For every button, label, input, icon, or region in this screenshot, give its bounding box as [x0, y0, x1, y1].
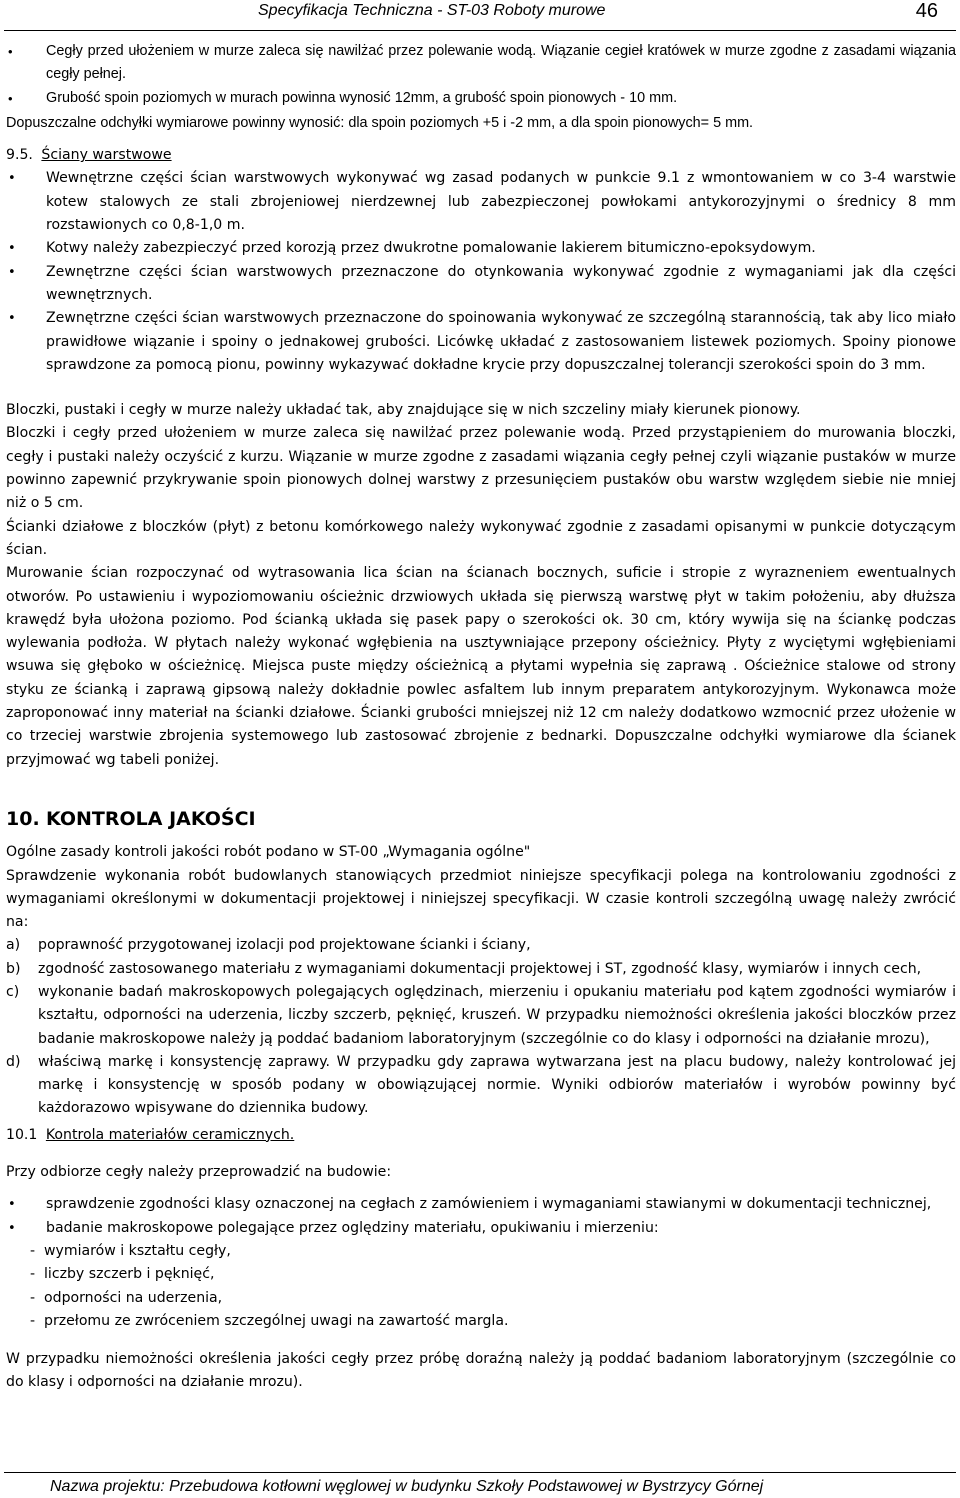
footer-project: Nazwa projektu: Przebudowa kotłowni węglowej w budynku Szkoły Podstawowej w Bystrzycy Górnej	[50, 1478, 764, 1495]
item-text: zgodność zastosowanego materiału z wymaganiami dokumentacji projektowej i ST, zgodność klasy, wymiarów i innych cech,	[38, 960, 922, 977]
ceramics-bullet: • sprawdzenie zgodności klasy oznaczonej na cegłach z zamówieniem i wymaganiami stawianymi w dokumentacji technicznej,	[6, 1193, 956, 1216]
subsection-10-1-heading	[6, 1124, 956, 1147]
section-number: 10.	[6, 807, 40, 830]
dash-item: - liczby szczerb i pęknięć,	[6, 1263, 956, 1286]
closing-paragraph: W przypadku niemożności określenia jakości cegły przez próbę doraźną należy ją poddać badaniom laboratoryjnym (szczególnie co do klasy i odporności na działanie mrozu).	[6, 1351, 956, 1391]
body-paragraph: Bloczki i cegły przed ułożeniem w murze zaleca się nawilżać przez polewanie wodą. Przed przystąpieniem do murowania bloczki, cegły i pustaki należy oczyścić z kurzu. Wiązanie w murze zgodne z zasadami wiązania cegły pełnej czyli wiązanie pustaków w murze powinno zapewnić przykrywanie spoin pionowych dolnej warstwy z przesunięciem pustaków obu warstw względem siebie nie mniej niż o 5 cm.	[6, 425, 956, 512]
walls-bullet: • Kotwy należy zabezpieczyć przed korozją przez dwukrotne pomalowanie lakierem bitumiczno-epoksydowym.	[6, 237, 956, 260]
section-lead: Sprawdzenie wykonania robót budowlanych stanowiących przedmiot niniejsze specyfikacji polega na kontrolowaniu zgodności z wymaganiami określonymi w dokumentacji projektowej i niniejszej specyfikacji. W czasie kontroli szczególną uwagę należy zwrócić na:	[6, 867, 956, 931]
dash-list	[6, 1240, 956, 1333]
body-paragraph: Bloczki, pustaki i cegły w murze należy układać tak, aby znajdujące się w nich szczeliny miały kierunek pionowy.	[6, 402, 801, 419]
item-text: właściwą markę i konsystencję zaprawy. W przypadku gdy zaprawa wytwarzana jest na placu budowy, należy kontrolować jej markę i konsystencję w sposób podany w obowiązującej normie. Wyniki odbiorów materiałów i wyrobów powinny być każdorazowo wpisywane do dziennika budowy.	[38, 1053, 956, 1117]
section-title: KONTROLA JAKOŚCI	[46, 807, 256, 830]
header-rule	[4, 30, 956, 31]
section-intro: Ogólne zasady kontroli jakości robót podano w ST-00 „Wymagania ogólne"	[6, 844, 531, 861]
item-marker: c)	[6, 983, 20, 1000]
walls-bullet-list	[6, 167, 956, 377]
subsection-intro: Przy odbiorze cegły należy przeprowadzić na budowie:	[6, 1164, 392, 1181]
footer-rule	[4, 1472, 956, 1473]
page-header	[0, 0, 960, 30]
dash-item: - przełomu ze zwróceniem szczególnej uwagi na zawartość margla.	[6, 1310, 956, 1333]
subsection-title: Ściany warstwowe	[41, 147, 172, 164]
subsection-number: 9.5.	[6, 147, 33, 164]
intro-bullet-list	[6, 40, 956, 110]
page-content	[6, 40, 956, 1395]
control-item	[6, 1051, 956, 1121]
intro-bullet: • Grubość spoin poziomych w murach powinna wynosić 12mm, a grubość spoin pionowych - 10 mm.	[6, 87, 956, 110]
walls-bullet: • Wewnętrzne części ścian warstwowych wykonywać wg zasad podanych w punkcie 9.1 z wmontowaniem w co 3-4 warstwie kotew stalowych ze stali zbrojeniowej nierdzewnej lub zabezpieczonej powłokami antykorozyjnymi o średnicy 8 mm rozstawionych co 0,8-1,0 m.	[6, 167, 956, 237]
dash-item: - wymiarów i kształtu cegły,	[6, 1240, 956, 1263]
walls-bullet: • Zewnętrzne części ścian warstwowych przeznaczone do spoinowania wykonywać ze szczególną starannością, tak aby lico miało prawidłowe wiązanie i spoiny o jednakowej grubości. Licówkę układać z zastosowaniem listewek poziomych. Spoiny pionowe sprawdzone za pomocą pionu, powinny wykazywać dokładne krycie przy dopuszczalnej tolerancji szerokości spoin do 3 mm.	[6, 307, 956, 377]
subsection-9-5-heading	[6, 144, 956, 167]
item-marker: d)	[6, 1053, 21, 1070]
control-item	[6, 958, 956, 981]
body-paragraph: Ścianki działowe z bloczków (płyt) z betonu komórkowego należy wykonywać zgodnie z zasadami opisanymi w punkcie dotyczącym ścian.	[6, 518, 956, 558]
body-paragraph: Murowanie ścian rozpoczynać od wytrasowania lica ścian na ścianach bocznych, suficie i stropie z wyrazneniem ewentualnych otworów. Po ustawieniu i wypoziomowaniu ościeżnic drzwiowych układa się pierwszą warstwę płyt w takim położeniu, aby dłuższa krawędź była ułożona poziomo. Pod ścianką układa się pasek papy o szerokości ok. 30 cm, który wywija się na ściankę podczas wylewania podłoża. W płytach należy wykonać wgłębienia na usztywniające przepony ościeżnicy. Płyty z wyciętymi wgłębieniami wsuwa się głęboko w ościeżnicę. Miejsca puste między ościeżnicą a płytami wypełnia się zaprawą . Ościeżnice stalowe od strony styku ze ścianką i zaprawą gipsową należy dokładnie powlec asfaltem lub innym preparatem antykorozyjnym. Wykonawca może zaproponować inny materiał na ścianki działowe. Ścianki grubości mniejszej niż 12 cm należy dodatkowo wzmocnić przez ułożenie w co trzeciej warstwie zbrojenia systemowego lub zastosować zbrojenie z bednarki. Dopuszczalne odchyłki wymiarowe dla ścianek przyjmować wg tabeli poniżej.	[6, 565, 956, 768]
item-text: poprawność przygotowanej izolacji pod projektowane ścianki i ściany,	[38, 937, 531, 954]
body-paragraphs	[6, 399, 956, 772]
subsection-number: 10.1	[6, 1126, 38, 1143]
walls-bullet: • Zewnętrzne części ścian warstwowych przeznaczone do otynkowania wykonywać zgodnie z wymaganiami jak dla części wewnętrznych.	[6, 261, 956, 308]
control-item	[6, 981, 956, 1051]
dash-item: - odporności na uderzenia,	[6, 1287, 956, 1310]
tolerance-line: Dopuszczalne odchyłki wymiarowe powinny wynosić: dla spoin poziomych +5 i -2 mm, a dla spoin pionowych= 5 mm.	[6, 114, 754, 131]
item-marker: a)	[6, 937, 21, 954]
ceramics-bullet-list	[6, 1193, 956, 1240]
subsection-title: Kontrola materiałów ceramicznych.	[45, 1126, 295, 1143]
item-marker: b)	[6, 960, 21, 977]
control-item	[6, 934, 956, 957]
section-10-heading	[6, 808, 956, 831]
ceramics-bullet: • badanie makroskopowe polegające przez oględziny materiału, opukiwaniu i mierzeniu:	[6, 1217, 956, 1240]
intro-bullet: • Cegły przed ułożeniem w murze zaleca się nawilżać przez polewanie wodą. Wiązanie cegieł kratówek w murze zgodne z zasadami wiązania cegły pełnej.	[6, 40, 956, 87]
page-number: 46	[915, 0, 938, 22]
item-text: wykonanie badań makroskopowych polegających oględzinach, mierzeniu i opukaniu materiału pod kątem zgodności wymiarów i kształtu, odporności na uderzenia, liczby szczerb, pęknięć, kruszeń. W przypadku niemożności określenia jakości bloczków przez badanie makroskopowe należy ją poddać badaniom laboratoryjnym (szczególnie co do klasy i odporności na działanie mrozu),	[38, 983, 956, 1047]
document-title: Specyfikacja Techniczna - ST-03 Roboty murowe	[258, 2, 606, 19]
control-list	[6, 934, 956, 1120]
